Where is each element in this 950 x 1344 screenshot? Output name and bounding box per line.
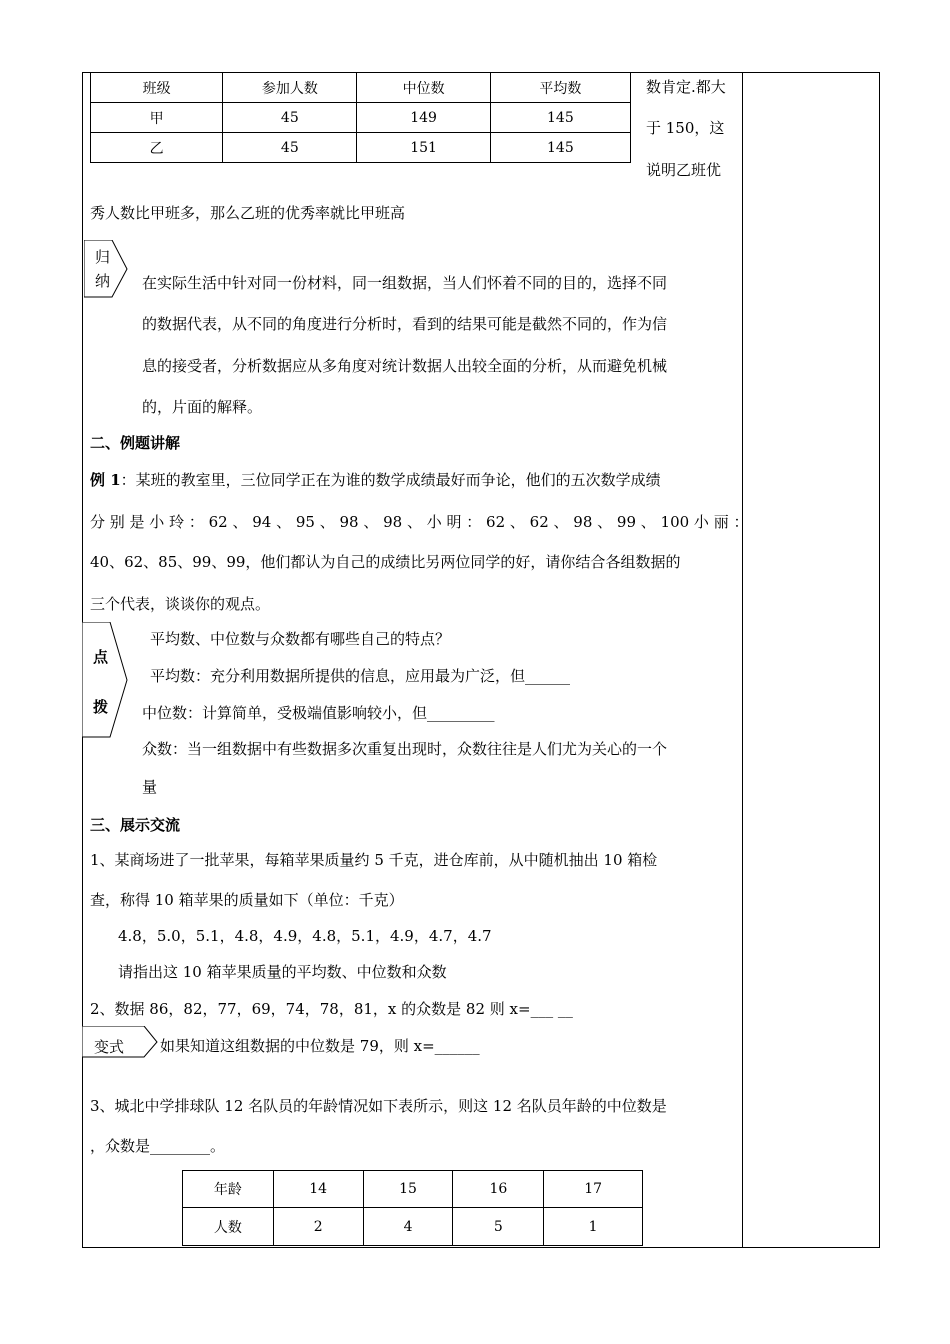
- table-header: 中位数: [357, 73, 490, 103]
- table-cell: 4: [363, 1208, 453, 1246]
- column-divider: [742, 72, 743, 1248]
- table-cell: 5: [453, 1208, 544, 1246]
- dianbo-tag: [82, 622, 128, 738]
- table-header: 平均数: [490, 73, 630, 103]
- table-cell: 45: [223, 133, 357, 163]
- page-frame: [82, 72, 880, 1248]
- question-line: 查，称得 10 箱苹果的质量如下（单位：千克）: [90, 891, 404, 909]
- table-cell: 145: [490, 103, 630, 133]
- tag-outline: [82, 622, 128, 738]
- example-label: 例 1: [90, 471, 121, 489]
- question-line: 3、城北中学排球队 12 名队员的年龄情况如下表所示，则这 12 名队员年龄的中位数是: [90, 1097, 667, 1115]
- question-line: 2、数据 86，82，77，69，74，78，81，x 的众数是 82 则 x=___ __: [90, 1000, 573, 1018]
- table-header: 年龄: [183, 1171, 274, 1208]
- tip-line: 平均数：充分利用数据所提供的信息，应用最为广泛，但______: [150, 667, 571, 685]
- table-cell: 16: [453, 1171, 544, 1208]
- class-stats-table: [90, 72, 631, 163]
- question-line: ，众数是________。: [90, 1137, 226, 1155]
- section-heading: 二、例题讲解: [90, 434, 181, 452]
- side-note-line: 说明乙班优: [646, 161, 722, 179]
- tag-label: 点: [93, 648, 109, 666]
- side-note-line: 数肯定.都大: [646, 78, 726, 96]
- question-line: 4.8，5.0，5.1，4.8，4.9，4.8，5.1，4.9，4.7，4.7: [118, 927, 492, 945]
- table-cell: 1: [544, 1208, 643, 1246]
- table-header: 班级: [91, 73, 223, 103]
- question-line: 1、某商场进了一批苹果，每箱苹果质量约 5 千克，进仓库前，从中随机抽出 10 箱检: [90, 851, 658, 869]
- age-table: [182, 1170, 643, 1246]
- table-header: 人数: [183, 1208, 274, 1246]
- continuation-text: 秀人数比甲班多，那么乙班的优秀率就比甲班高: [90, 204, 406, 222]
- example-line: 三个代表，谈谈你的观点。: [90, 595, 271, 613]
- table-header: 参加人数: [223, 73, 357, 103]
- tag-label: 变式: [94, 1038, 125, 1056]
- tip-line: 平均数、中位数与众数都有哪些自己的特点？: [150, 630, 451, 648]
- table-cell: 149: [357, 103, 490, 133]
- example-line: 分 别 是 小 玲 ： 62 、 94 、 95 、 98 、 98 、 小 明 ： 62 、 62 、 98 、 99 、 100 小 丽 ：: [90, 513, 749, 531]
- example-line: 40、62、85、99、99，他们都认为自己的成绩比另两位同学的好，请你结合各组数据的: [90, 553, 681, 571]
- table-cell: 2: [273, 1208, 363, 1246]
- table-cell: 乙: [91, 133, 223, 163]
- tag-label: 纳: [95, 272, 111, 290]
- table-cell: 甲: [91, 103, 223, 133]
- side-note-line: 于 150，这: [646, 119, 725, 137]
- summary-line: 的数据代表，从不同的角度进行分析时，看到的结果可能是截然不同的，作为信: [142, 315, 668, 333]
- table-cell: 17: [544, 1171, 643, 1208]
- tip-line: 众数：当一组数据中有些数据多次重复出现时，众数往往是人们尤为关心的一个: [142, 740, 668, 758]
- table-cell: 151: [357, 133, 490, 163]
- bianshi-tag: [82, 1026, 158, 1058]
- example-line: [90, 470, 661, 490]
- table-cell: 14: [273, 1171, 363, 1208]
- tag-label: 拨: [93, 698, 109, 716]
- tag-label: 归: [95, 248, 111, 266]
- question-line: 请指出这 10 箱苹果质量的平均数、中位数和众数: [118, 963, 447, 981]
- table-cell: 145: [490, 133, 630, 163]
- table-cell: 45: [223, 103, 357, 133]
- summary-line: 在实际生活中针对同一份材料，同一组数据，当人们怀着不同的目的，选择不同: [142, 274, 668, 292]
- variant-text: 如果知道这组数据的中位数是 79，则 x=______: [160, 1037, 480, 1055]
- summary-line: 的，片面的解释。: [142, 398, 263, 416]
- tip-line: 量: [142, 778, 158, 796]
- summary-line: 息的接受者，分析数据应从多角度对统计数据人出较全面的分析，从而避免机械: [142, 357, 668, 375]
- tip-line: 中位数：计算简单，受极端值影响较小，但_________: [142, 704, 495, 722]
- guina-tag: [84, 240, 128, 298]
- section-heading: 三、展示交流: [90, 816, 181, 834]
- example-text: ：某班的教室里，三位同学正在为谁的数学成绩最好而争论，他们的五次数学成绩: [120, 471, 661, 489]
- table-cell: 15: [363, 1171, 453, 1208]
